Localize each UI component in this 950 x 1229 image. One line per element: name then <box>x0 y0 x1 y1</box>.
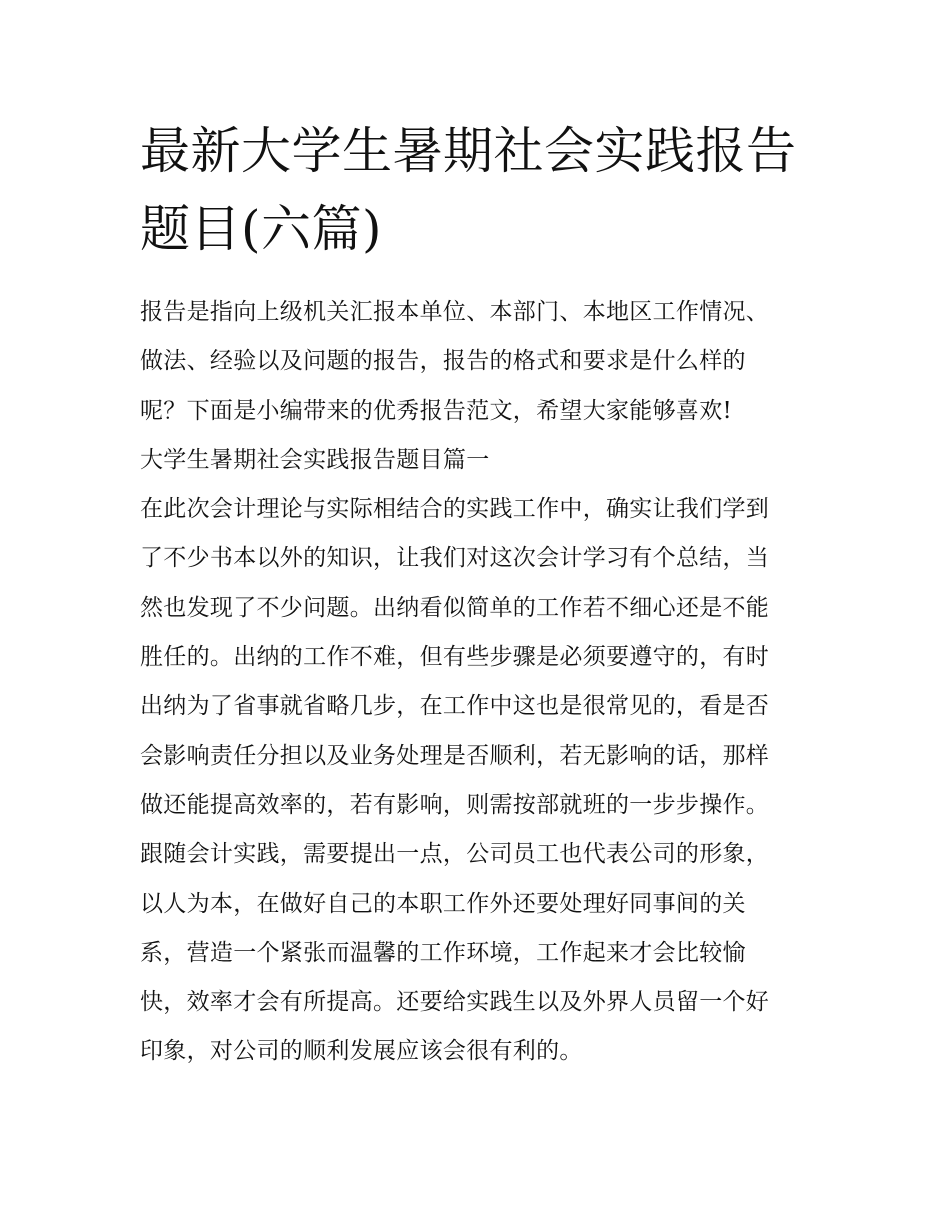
paragraph-line: 会影响责任分担以及业务处理是否顺利，若无影响的话，那样 <box>140 742 770 769</box>
document-page <box>140 112 812 1077</box>
title-line: 最新大学生暑期社会实践报告 <box>140 122 797 180</box>
paragraph-line: 系，营造一个紧张而温馨的工作环境，工作起来才会比较愉 <box>140 939 746 966</box>
paragraph-line: 跟随会计实践，需要提出一点，公司员工也代表公司的形象， <box>140 841 770 868</box>
paragraph-line: 在此次会计理论与实际相结合的实践工作中，确实让我们学到 <box>140 496 770 523</box>
paragraph-line: 快，效率才会有所提高。还要给实践生以及外界人员留一个好 <box>140 989 770 1016</box>
intro-line: 做法、经验以及问题的报告，报告的格式和要求是什么样的 <box>140 348 746 375</box>
paragraph-line: 做还能提高效率的，若有影响，则需按部就班的一步步操作。 <box>140 791 770 818</box>
paragraph-line: 然也发现了不少问题。出纳看似简单的工作若不细心还是不能 <box>140 594 770 621</box>
paragraph-line: 了不少书本以外的知识，让我们对这次会计学习有个总结，当 <box>140 545 770 572</box>
document-body <box>140 288 812 1077</box>
paragraph-line: 以人为本，在做好自己的本职工作外还要处理好同事间的关 <box>140 890 746 917</box>
title-line: 题目(六篇) <box>140 200 383 258</box>
paragraph-line: 印象，对公司的顺利发展应该会很有利的。 <box>140 1038 583 1065</box>
intro-line: 呢？下面是小编带来的优秀报告范文，希望大家能够喜欢! <box>140 397 733 424</box>
document-title <box>140 112 812 268</box>
section-heading: 大学生暑期社会实践报告题目篇一 <box>140 446 490 473</box>
paragraph-line: 胜任的。出纳的工作不难，但有些步骤是必须要遵守的，有时 <box>140 644 770 671</box>
intro-line: 报告是指向上级机关汇报本单位、本部门、本地区工作情况、 <box>140 299 770 325</box>
paragraph-line: 出纳为了省事就省略几步，在工作中这也是很常见的，看是否 <box>140 693 770 720</box>
